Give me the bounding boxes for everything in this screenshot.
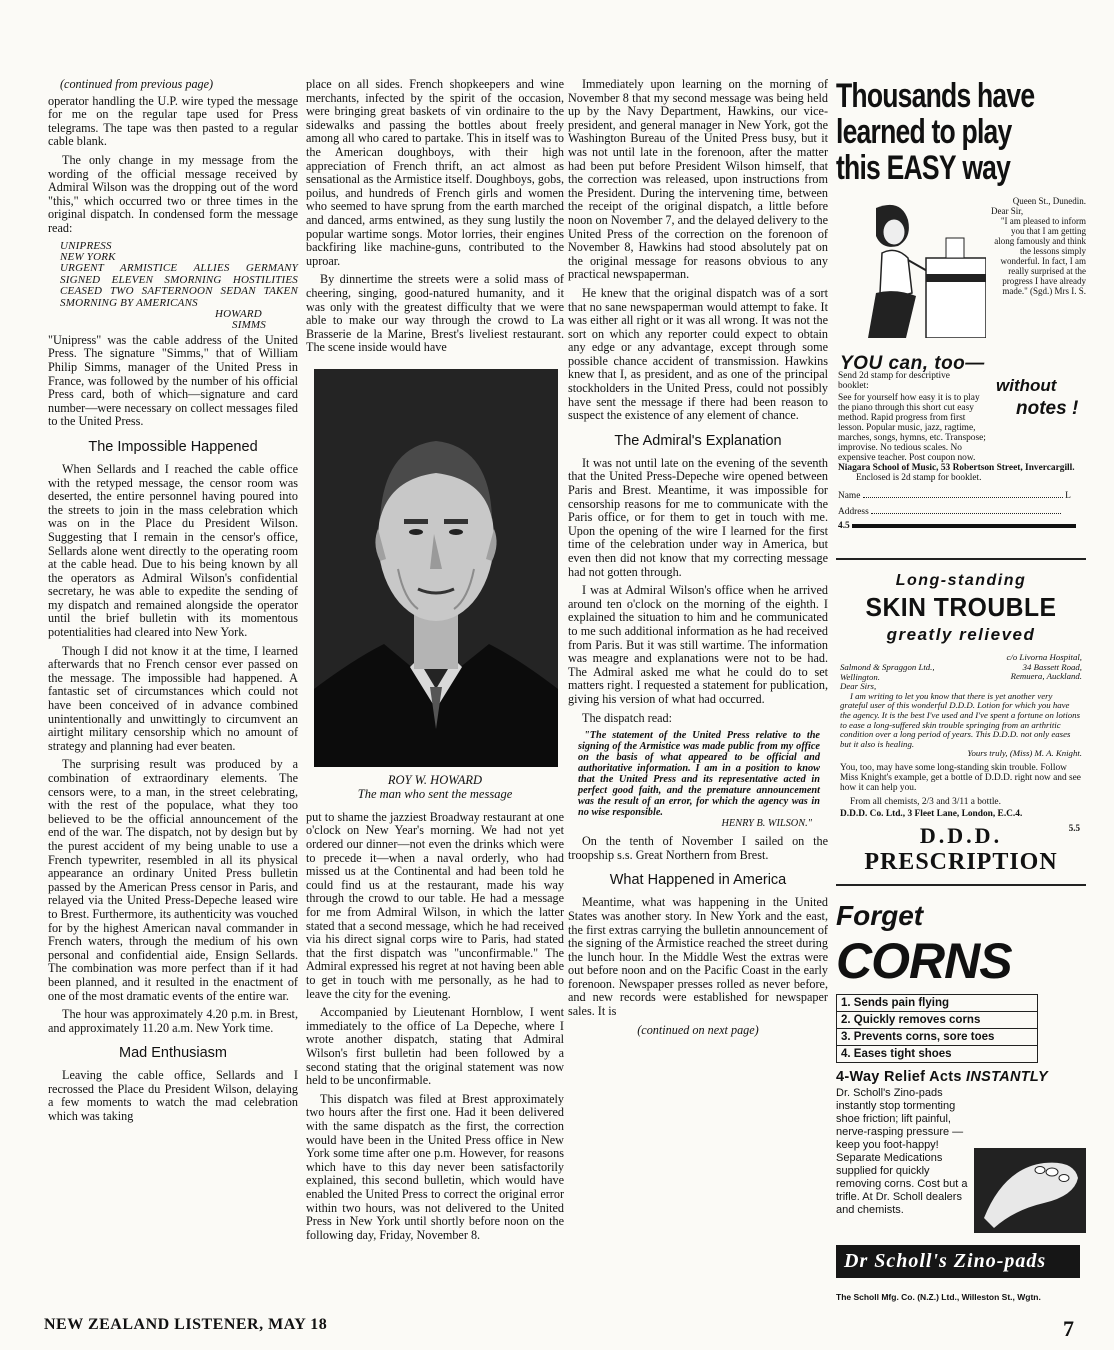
- continued-next-label: (continued on next page): [637, 1022, 759, 1037]
- cable-line: NEW YORK: [60, 250, 116, 263]
- paragraph: He knew that the original dispatch was of a sort that no sane newspaperman would attempt to fake. It was either all right or it was all wrong. It was not the sort on which any reporter could expect to obtain any edge or any advantage, except through some possible chance accident of transmission. Hawkins knew that I, as president, and as one of the principal stockholders in the United Press, could not possibly have sent the message if there had been reason to suspect the existence of any element of chance.: [568, 285, 828, 423]
- foot-illustration: [974, 1148, 1086, 1233]
- paragraph: Meantime, what was happening in the United States was another story. In New York and the east, the first extras carrying the bulletin announcement of the signing of the Armistice reached the street during the lunch hour. In the Middle West the extras were out before noon and on the Pacific Coast in the early forenoon. Newspaper presses rolled as never before, and new records were established for newspaper sales. It is: [568, 895, 828, 1019]
- relief-b: INSTANTLY: [966, 1069, 1048, 1085]
- paragraph: "Unipress" was the cable address of the United Press. The signature "Simms," that of William Philip Simms, manager of the United Press in France, was followed by the number of his official Press card, both of which—signature and card number—were necessary on collect messages filed to the United Press.: [48, 332, 298, 429]
- cable-signature: HOWARD: [215, 307, 262, 320]
- letter-addresses: [840, 653, 1082, 682]
- benefit-item: 2. Quickly removes corns: [837, 1012, 1037, 1029]
- column-1: [48, 78, 298, 1129]
- cable-line: UNIPRESS: [60, 239, 112, 252]
- headline-part: this: [836, 149, 887, 187]
- headline-line: Thousands have: [836, 77, 1035, 115]
- prescription-title: PRESCRIPTION: [836, 849, 1086, 886]
- section-heading: What Happened in America: [609, 872, 787, 889]
- column-3: [568, 78, 828, 1042]
- portrait-photo: [314, 369, 558, 767]
- skin-code: 5.5: [1068, 822, 1080, 833]
- address-label: Address: [838, 507, 869, 517]
- paragraph: This dispatch was filed at Brest approximately two hours after the first one. Had it been delivered with the same dispatch as the first, the correction would have been in the United Press office in New York some time after one p.m. However, for reasons which have to this day never been satisfactorily explained, this second bulletin, which would have enabled the United Press to correct the original error within two hours, was not delivered to the United Press in New York until shortly before noon on the following day, Friday, November 8.: [306, 1091, 564, 1242]
- paragraph: The dispatch read:: [582, 710, 673, 725]
- column-2: [306, 78, 564, 1247]
- letter-body: "I am pleased to inform you that I am getting along famously and think the lessons simply wonderful. In fact, I am really surprised at the progress I have already made." (Sgd.) Mrs I. S.: [994, 216, 1086, 296]
- corns-headline: [836, 900, 1086, 990]
- ads-column: [836, 78, 1086, 1302]
- send-stamp: Send 2d stamp for descriptive booklet:: [838, 371, 950, 391]
- addr-right: [1006, 653, 1082, 682]
- quote-text: "The statement of the United Press relative to the signing of the Armistice was made public from my office on the basis of what appeared to be official and authoritative information. I am in a position to know that the United Press and its representative acted in perfect good faith, and the premature announcement was the result of an error, for which the agency was in no wise responsible.: [578, 730, 820, 819]
- paragraph: I was at Admiral Wilson's office when he arrived around ten o'clock on the morning of the eighth. I explained the situation to him and he communicated to me such additional information as he had received from Paris. But it was still wartime. The information was meagre and explanations were not to be had. The Admiral asked me what he could do to set matters right. I requested a statement for publication, giving his version of what had occurred.: [568, 583, 828, 706]
- headline-line: learned to play: [836, 113, 1012, 151]
- addr-line: c/o Livorna Hospital,: [1006, 652, 1082, 662]
- piano-headline: [836, 78, 1086, 186]
- skin-you-too: You, too, may have some long-standing skin trouble. Follow Miss Knight's example, get a bottle of D.D.D. right now and see how it can help you.: [840, 762, 1081, 793]
- skin-testimonial: [836, 653, 1086, 759]
- benefit-item: 3. Prevents corns, sore toes: [837, 1029, 1037, 1046]
- addr-line: Salmond & Spraggon Ltd.,: [840, 662, 935, 672]
- cable-line: URGENT ARMISTICE ALLIES GERMANY SIGNED ELEVEN SMORNING HOSTILITIES CEASED TWO SAFTERNOON SEDAN TAKEN SMORNING BY AMERICANS: [60, 262, 298, 309]
- benefit-item: 1. Sends pain flying: [837, 995, 1037, 1012]
- piano-body: [838, 393, 988, 463]
- footer-title: NEW ZEALAND LISTENER, MAY 18: [44, 1316, 328, 1333]
- paragraph: By dinnertime the streets were a solid mass of cheering, singing, good-natured humanity, and it was only with the greatest difficulty that we were able to make our way through the crowd to La Brasserie de la Marine, Brest's liveliest restaurant. The scene inside would have: [306, 272, 564, 355]
- forget-text: Forget: [836, 900, 924, 931]
- you-can-too: YOU can, too—: [840, 353, 985, 374]
- benefit-item: 4. Eases tight shoes: [841, 1048, 952, 1060]
- benefit-list: [836, 994, 1038, 1063]
- piano-smallprint: [838, 371, 1084, 531]
- coupon-code: 4.5: [838, 521, 850, 531]
- paragraph: Though I did not know it at the time, I learned afterwards that no French censor ever passed on the message. The impossible had happened. A fantastic set of circumstances which could not have been conceived of in advance combined unintentionally and unwittingly to circumvent an airtight military censorship which no amount of strategy and planning had ever beaten.: [48, 643, 298, 753]
- corns-advertisement: [836, 900, 1086, 1302]
- paragraph: Leaving the cable office, Sellards and I recrossed the Place du President Wilson, delaying a few moments to watch the mad celebration which was taking: [48, 1068, 298, 1124]
- paragraph: When Sellards and I reached the cable office with the retyped message, the censor room was deserted, the entire personnel having poured into the streets to join in the mass celebration which was on in the Place du President Wilson. Suggesting that I remain in the censor's office, Sellards alone went directly to the operating room at the cable head. Due to his being known by all the operators as Admiral Wilson's confidential secretary, he was able to expedite the sending of my dispatch and remained alongside the operator until the brief bulletin with its momentous potentialities had cleared into New York.: [48, 461, 298, 640]
- caption-name: ROY W. HOWARD: [387, 772, 483, 787]
- section-heading: Mad Enthusiasm: [119, 1045, 227, 1062]
- long-standing: Long-standing: [895, 572, 1027, 589]
- skin-salutation: Dear Sirs,: [840, 681, 877, 692]
- addr-left: [840, 653, 935, 682]
- scholl-company: The Scholl Mfg. Co. (N.Z.) Ltd., Willeston St., Wgtn.: [836, 1292, 1041, 1302]
- name-field[interactable]: [863, 489, 1063, 498]
- foot-icon: [974, 1148, 1086, 1233]
- coupon-address-row[interactable]: [838, 505, 1084, 517]
- greatly-relieved: greatly relieved: [886, 625, 1036, 644]
- paragraph: The only change in my message from the wording of the official message received by Admiral Wilson was the dropping out of the word "this," which occurred two or three times in the original dispatch. In condensed form the message read:: [48, 152, 298, 235]
- coupon-name-row[interactable]: [838, 489, 1084, 501]
- continued-label: (continued from previous page): [60, 77, 214, 91]
- portrait-illustration: [314, 369, 558, 767]
- paragraph: place on all sides. French shopkeepers and wine merchants, infected by the spirit of the occasion, were bringing great baskets of vin ordinaire to the sidewalks and passing the bottles about freely among all who cared to partake. This in itself was to the American doughboys, with their high appreciation of French thrift, an act almost as sensational as the Armistice itself. Doughboys, gobs, poilus, and hundreds of French girls and women who seemed to have sprung from the earth marched and danced, arms entwined, as they sung lustily the popular wartime songs. Motor lorries, their engines backfiring like machine-guns, contributed to the uproar.: [306, 77, 564, 268]
- coupon-code-row: [838, 521, 1084, 531]
- headline-line: [836, 150, 1086, 186]
- enclosed-note: Enclosed is 2d stamp for booklet.: [856, 473, 982, 483]
- photo-caption: [306, 773, 564, 801]
- paragraph: It was not until late on the evening of the seventh that the United Press-Depeche wire opened between Paris and Brest. Meantime, it was impossible for censorship reasons for me to communicate with the Paris office, or for them to get in touch with me. Upon the opening of the wire I learned for the first time of the celebration under way in America, but even then did not know that my correcting message had not gotten through.: [568, 455, 828, 579]
- cable-signature: SIMMS: [232, 319, 266, 332]
- skin-company: D.D.D. Co. Ltd., 3 Fleet Lane, London, E.C.4.: [840, 808, 1023, 819]
- paragraph: On the tenth of November I sailed on the troopship s.s. Great Northern from Brest.: [568, 834, 828, 862]
- scholl-body-text: Dr. Scholl's Zino-pads instantly stop tormenting shoe friction; lift painful, nerve-rasping pressure — keep you foot-happy! Separate Medications supplied for quickly removing corns. Cost but a trifle. At Dr. Scholl dealers and chemists.: [836, 1087, 968, 1216]
- page-number: 7: [1063, 1316, 1074, 1341]
- paragraph: Immediately upon learning on the morning of November 8 that my second message was being held up by the Navy Department, Hawkins, our vice-president, and general manager in New York, got the Washington Bureau of the United Press busy, but it was not until late in the forenoon, after the matter had been put before President Wilson himself, that the correction was released, upon instructions from the President. During the intervening time, between the receipt of the original dispatch, a little before noon on November 7, and the delayed delivery to the United Press of the correction on the forenoon of November 8, Hawkins had stood absolutely pat on the original message for reasons obvious to any practical newspaperman.: [568, 77, 828, 282]
- body-text: See for yourself how easy it is to play the piano through this short cut easy method. Rapid progress from first lesson. Popular music, jazz, ragtime, marches, songs, hymns, etc. Transpose; improvise. No tedious scales. No expensive teacher. Post coupon now.: [838, 393, 986, 463]
- skin-trouble-title: SKIN TROUBLE: [865, 592, 1057, 622]
- section-heading: The Impossible Happened: [88, 438, 258, 455]
- relief-headline: [836, 1069, 1086, 1085]
- section-heading: The Admiral's Explanation: [614, 432, 782, 449]
- paragraph: put to shame the jazziest Broadway restaurant at one o'clock on New Year's morning. We had not yet ordered our dinner—not even the drinks which were to precede it—when a naval orderly, who had missed us at the Continental and had been told he could find us at the restaurant, made his way through the crowd to our table. He had a message for me from Admiral Wilson, in which the latter stated that a second message, which he had received via his direct signal corps wire to Paris, had stated that the first dispatch was "unconfirmable." The Admiral expressed his regret at not having been able to get in touch with me personally, as he had to leave the city for the evening.: [306, 809, 564, 1001]
- school-address: Niagara School of Music, 53 Robertson Street, Invercargill.: [838, 463, 1075, 473]
- letter-salutation: Dear Sir,: [991, 206, 1024, 216]
- skin-letter: I am writing to let you know that there is yet another very grateful user of this wonderful D.D.D. Lotion for which you have the agency. It is the best I've used and I've spent a fortune on lotions to ease a long-suffered skin trouble springing from an arthritic condition over a long period of years. This D.D.D. not only eases but it also is healing.: [840, 690, 1081, 749]
- headline-emphasis: EASY: [886, 149, 956, 187]
- coupon-corner-mark: L: [1065, 491, 1071, 501]
- coupon-bar: [852, 524, 1076, 528]
- addr-line: Wellington.: [840, 671, 880, 682]
- paragraph: operator handling the U.P. wire typed the message for me on the regular tape used for Press telegrams. The tape was then pasted to a regular cable blank.: [48, 93, 298, 149]
- skin-sign: Yours truly, (Miss) M. A. Knight.: [967, 748, 1082, 759]
- addr-line: 34 Bassett Road,: [1022, 661, 1082, 672]
- cable-message: [48, 241, 298, 332]
- woman-at-piano-icon: [846, 198, 986, 338]
- address-field[interactable]: [871, 505, 1061, 514]
- notes-text: notes !: [1016, 398, 1079, 419]
- corns-text: CORNS: [836, 933, 1012, 989]
- without-text: without: [996, 376, 1057, 395]
- paragraph: Accompanied by Lieutenant Hornblow, I went immediately to the office of La Depeche, where I wrote another dispatch, stating that Admiral Wilson's first bulletin had been followed by a second stating that the original statement was now held to be unconfirmable.: [306, 1005, 564, 1088]
- name-label: Name: [838, 491, 861, 501]
- ddd-text: D.D.D.: [919, 822, 1003, 848]
- piano-advertisement: [836, 78, 1086, 558]
- testimonial-letter: [991, 196, 1086, 296]
- zino-pads-banner: Dr Scholl's Zino-pads: [836, 1245, 1080, 1278]
- ddd-logo: [836, 823, 1086, 849]
- addr-line: Remuera, Auckland.: [1010, 671, 1082, 682]
- quote-signature: HENRY B. WILSON.": [721, 818, 812, 830]
- paragraph: The surprising result was produced by a combination of extraordinary elements. The censors were, to a man, in the street celebrating, with the rest of the populace, what they too believed to be the official announcement of the end of the war. The dispatch, not by design but by the purest accident of my being unable to use a French typewriter, resembled in all its physical appearance an ordinary United Press bulletin passed by the American Press censor in Paris, and relayed via the United Press-Depeche leased wire to Brest. Furthermore, its authenticity was vouched for by the highest American naval commander in French waters, through the medium of his own personal and confidential aide, Ensign Sellards. The combination was more perfect than if it had been planned, and it resulted in the enactment of one of the most dramatic events of the entire war.: [48, 757, 298, 1003]
- letter-address: Queen St., Dunedin.: [1012, 196, 1086, 206]
- skin-chemists: From all chemists, 2/3 and 3/11 a bottle.: [850, 796, 1001, 807]
- skin-trouble-advertisement: [836, 558, 1086, 875]
- headline-part: way: [955, 149, 1011, 187]
- caption-description: The man who sent the message: [357, 786, 513, 801]
- paragraph: The hour was approximately 4.20 p.m. in Brest, and approximately 11.20 a.m. New York time.: [48, 1007, 298, 1035]
- admiral-statement: [568, 730, 828, 829]
- relief-a: 4-Way Relief Acts: [836, 1069, 962, 1085]
- piano-illustration: [846, 198, 986, 333]
